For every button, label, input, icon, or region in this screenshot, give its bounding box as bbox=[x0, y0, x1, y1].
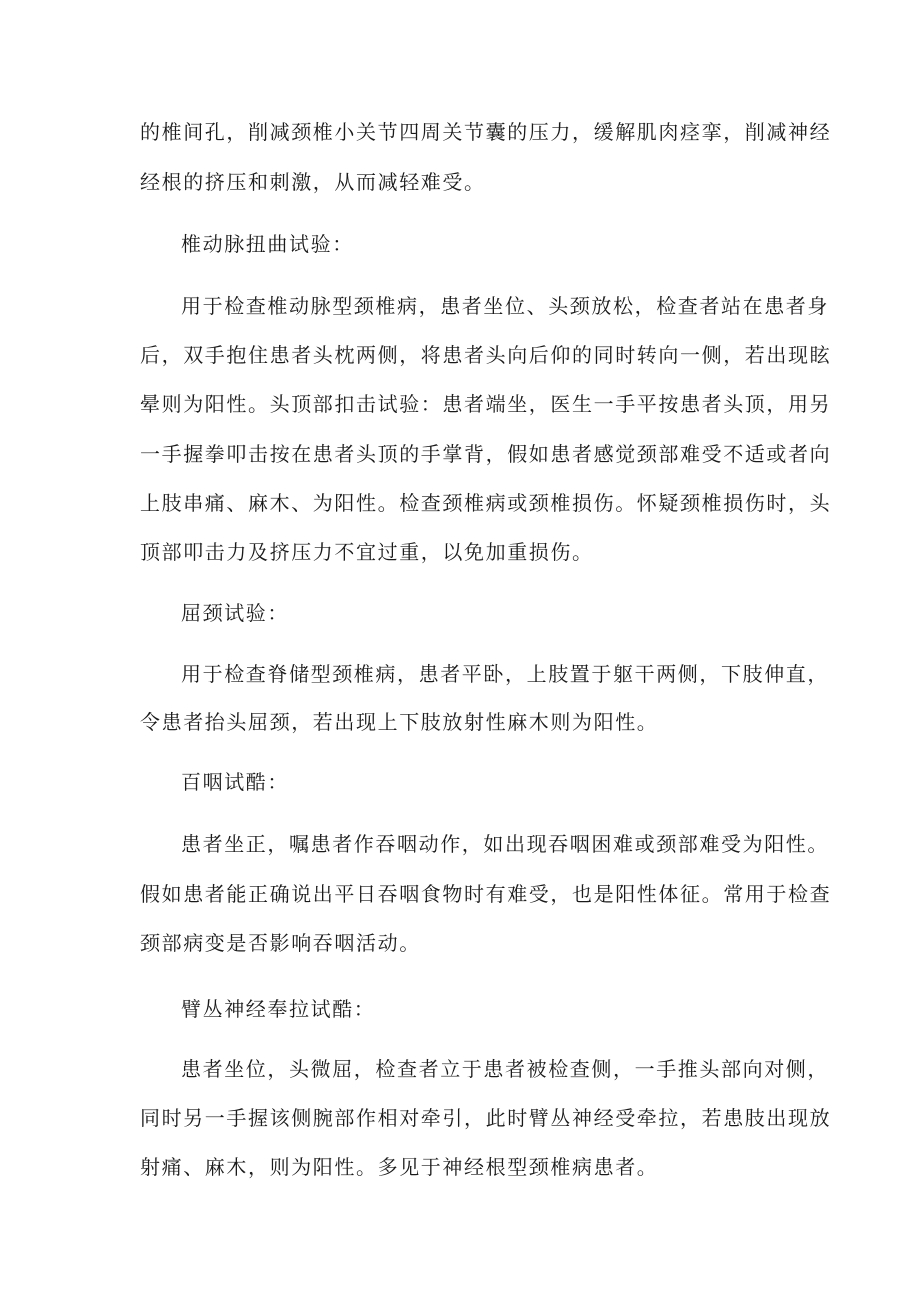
section-heading: 臂丛神经奉拉试酷： bbox=[181, 997, 376, 1021]
paragraph-line: 的椎间孔，削减颈椎小关节四周关节囊的压力，缓解肌肉痉挛，削减神经 bbox=[140, 120, 832, 144]
paragraph-line: 射痛、麻木，则为阳性。多见于神经根型颈椎病患者。 bbox=[140, 1155, 659, 1179]
paragraph-line: 用于检查椎动脉型颈椎病，患者坐位、头颈放松，检查者站在患者身 bbox=[181, 294, 829, 318]
paragraph-line: 后，双手抱住患者头枕两侧，将患者头向后仰的同时转向一侧，若出现眩 bbox=[140, 343, 832, 367]
paragraph-line: 同时另一手握该侧腕部作相对牵引，此时臂丛神经受牵拉，若患肢出现放 bbox=[140, 1106, 832, 1130]
paragraph-line: 经根的挤压和刺激，从而减轻难受。 bbox=[140, 170, 486, 194]
section-heading: 椎动脉扭曲试验： bbox=[181, 232, 354, 256]
paragraph-line: 患者坐正，嘱患者作吞咽动作，如出现吞咽困难或颈部难受为阳性。 bbox=[181, 832, 829, 856]
paragraph-line: 令患者抬头屈颈，若出现上下肢放射性麻木则为阳性。 bbox=[140, 710, 659, 734]
paragraph-line: 患者坐位，头微屈，检查者立于患者被检查侧，一手推头部向对侧， bbox=[181, 1057, 829, 1081]
paragraph-line: 颈部病变是否影响吞咽活动。 bbox=[140, 931, 421, 955]
paragraph-line: 上肢串痛、麻木、为阳性。检查颈椎病或颈椎损伤。怀疑颈椎损伤时，头 bbox=[140, 491, 832, 515]
paragraph-line: 假如患者能正确说出平日吞咽食物时有难受，也是阳性体征。常用于检查 bbox=[140, 882, 832, 906]
paragraph-line: 晕则为阳性。头顶部扣击试验：患者端坐，医生一手平按患者头顶，用另 bbox=[140, 392, 832, 416]
paragraph-line: 用于检查脊储型颈椎病，患者平卧，上肢置于躯干两侧，下肢伸直， bbox=[181, 662, 829, 686]
paragraph-line: 一手握拳叩击按在患者头顶的手掌背，假如患者感觉颈部难受不适或者向 bbox=[140, 442, 832, 466]
section-heading: 百咽试酷： bbox=[181, 770, 289, 794]
section-heading: 屈颈试验： bbox=[181, 601, 289, 625]
paragraph-line: 顶部叩击力及挤压力不宜过重，以免加重损伤。 bbox=[140, 540, 594, 564]
